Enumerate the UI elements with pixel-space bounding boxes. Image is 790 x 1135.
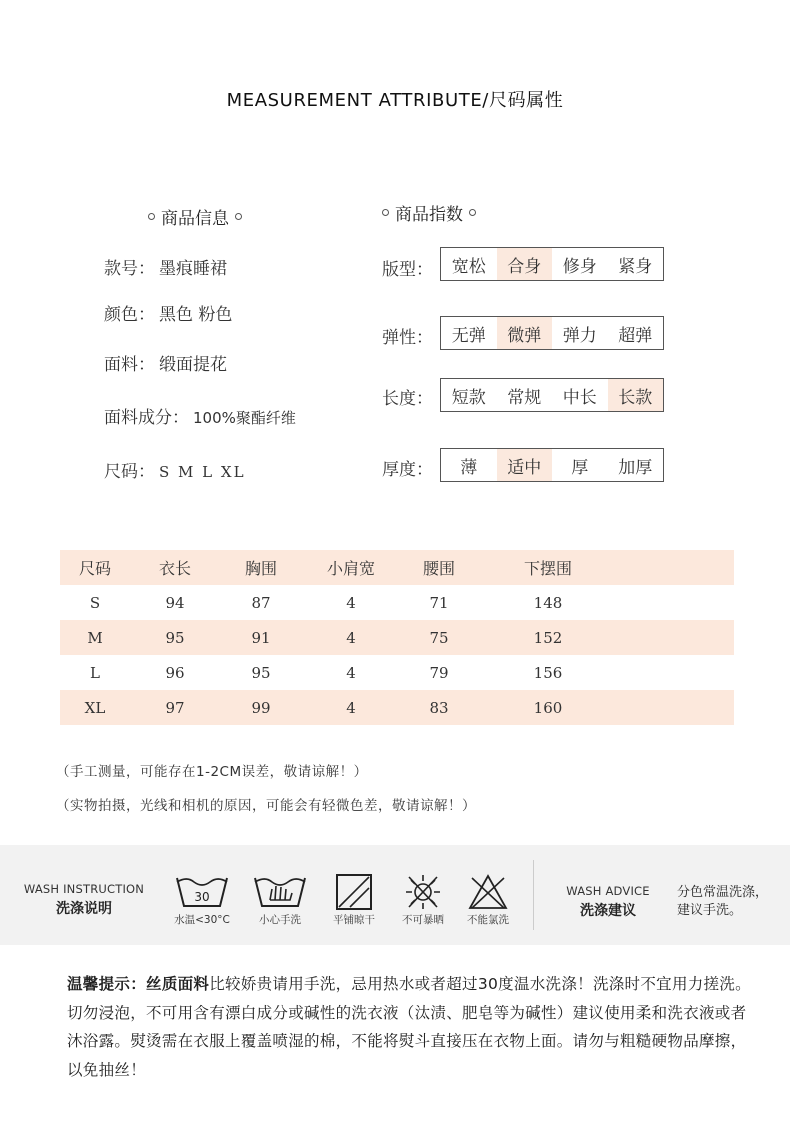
care-tips: [67, 970, 757, 1084]
table-cell: 4: [346, 593, 356, 612]
thickness-option-selected: 适中: [497, 449, 553, 481]
info-fabric: 面料： 缎面提花: [104, 355, 227, 375]
table-cell: 152: [533, 628, 563, 647]
hand-wash-icon: [250, 872, 310, 912]
bullet-dot-icon: [235, 213, 242, 220]
no-sun-icon: [393, 872, 453, 912]
tips-label: 温馨提示：: [67, 975, 147, 993]
product-info-heading: 商品信息: [142, 204, 248, 229]
table-cell: 99: [251, 698, 271, 717]
table-cell: 91: [251, 628, 271, 647]
table-cell: 79: [429, 663, 449, 682]
table-cell: XL: [84, 698, 106, 717]
table-cell: 94: [165, 593, 185, 612]
table-cell: 4: [346, 663, 356, 682]
wash-30-icon: [172, 872, 232, 912]
table-cell: 156: [533, 663, 563, 682]
thickness-option: 薄: [460, 457, 478, 478]
table-cell: 160: [533, 698, 563, 717]
elasticity-option-selected: 微弹: [497, 317, 553, 349]
length-option: 中长: [562, 387, 597, 408]
bullet-dot-icon: [148, 213, 155, 220]
table-header-cell: 小肩宽: [326, 559, 375, 578]
length-option: 常规: [507, 387, 542, 408]
index-fit-options: [440, 247, 664, 281]
tips-bold: 丝质面料: [146, 975, 210, 993]
index-elasticity-options: [440, 316, 664, 350]
table-cell: 97: [165, 698, 185, 717]
table-cell: 148: [533, 593, 563, 612]
table-header-cell: 胸围: [244, 559, 277, 578]
fit-option: 修身: [562, 256, 597, 277]
index-thickness-label: 厚度：: [382, 460, 433, 480]
table-row: [60, 690, 734, 725]
table-header-cell: 衣长: [158, 559, 191, 578]
wash-instruction-title: WASH INSTRUCTION 洗涤说明: [23, 882, 145, 917]
info-sizes: 尺码： S M L XL: [104, 462, 246, 482]
table-row: [60, 655, 734, 690]
flat-dry-icon: [324, 872, 384, 912]
wash-caption: 不可暴晒: [402, 914, 444, 926]
wash-advice-text: 分色常温洗涤， 建议手洗。: [677, 885, 769, 918]
table-cell: 96: [165, 663, 185, 682]
no-bleach-icon: [458, 872, 518, 912]
wash-caption: 平铺晾干: [333, 914, 375, 926]
thickness-option: 厚: [571, 457, 589, 478]
table-cell: 95: [251, 663, 271, 682]
index-length-label: 长度：: [382, 389, 433, 409]
wash-caption: 不能氯洗: [467, 914, 509, 926]
wash-caption: 小心手洗: [259, 914, 301, 926]
elasticity-option: 无弹: [451, 325, 486, 346]
table-header-cell: 下摆围: [523, 559, 572, 578]
thickness-option: 加厚: [618, 457, 653, 478]
measure-note: （手工测量，可能存在1-2CM误差，敬请谅解！）: [56, 764, 368, 780]
size-table: [60, 550, 734, 725]
fit-option: 宽松: [451, 256, 486, 277]
index-elasticity-label: 弹性：: [382, 328, 433, 348]
page-title: MEASUREMENT ATTRIBUTE/尺码属性: [226, 90, 564, 111]
table-cell: 71: [429, 593, 449, 612]
table-row: [60, 585, 734, 620]
table-row: [60, 620, 734, 655]
length-option-selected: 长款: [608, 379, 664, 411]
table-header-cell: 尺码: [78, 559, 111, 578]
svg-text:30: 30: [194, 890, 210, 904]
table-header-cell: 腰围: [422, 559, 455, 578]
index-length-options: [440, 378, 664, 412]
bullet-dot-icon: [469, 209, 476, 216]
index-thickness-options: [440, 448, 664, 482]
table-cell: S: [89, 593, 101, 612]
table-cell: L: [90, 663, 100, 682]
table-cell: 4: [346, 698, 356, 717]
table-cell: 4: [346, 628, 356, 647]
length-option: 短款: [451, 387, 486, 408]
color-note: （实物拍摄，光线和相机的原因，可能会有轻微色差，敬请谅解！）: [56, 798, 476, 814]
wash-advice-title: WASH ADVICE 洗涤建议: [566, 884, 650, 919]
divider: [533, 860, 534, 930]
table-cell: 95: [165, 628, 185, 647]
info-style-number: 款号： 墨痕睡裙: [104, 259, 227, 279]
fit-option-selected: 合身: [497, 248, 553, 280]
product-index-heading: 商品指数: [382, 200, 482, 225]
table-cell: 87: [251, 593, 271, 612]
table-cell: M: [87, 628, 103, 647]
elasticity-option: 弹力: [562, 325, 597, 346]
size-table-header: [60, 550, 734, 585]
wash-caption: 水温<30°C: [174, 914, 230, 926]
fit-option: 紧身: [618, 256, 653, 277]
table-cell: 75: [429, 628, 449, 647]
info-color: 颜色： 黑色 粉色: [104, 305, 233, 325]
tips-text: 比较娇贵请用手洗，忌用热水或者超过30度温水洗涤！洗涤时不宜用力搓洗。切勿浸泡，不可用含有漂白成分或碱性的洗衣液（汰渍、肥皂等为碱性）建议使用柔和洗衣液或者沐浴露。熨烫需在衣服上覆盖喷湿的棉，不能将熨斗直接压在衣物上面。请勿与粗糙硬物品摩擦，以免抽丝！: [67, 975, 751, 1079]
info-composition: 面料成分： 100%聚酯纤维: [104, 408, 296, 428]
table-cell: 83: [429, 698, 449, 717]
index-fit-label: 版型：: [382, 260, 433, 280]
elasticity-option: 超弹: [618, 325, 653, 346]
bullet-dot-icon: [382, 209, 389, 216]
